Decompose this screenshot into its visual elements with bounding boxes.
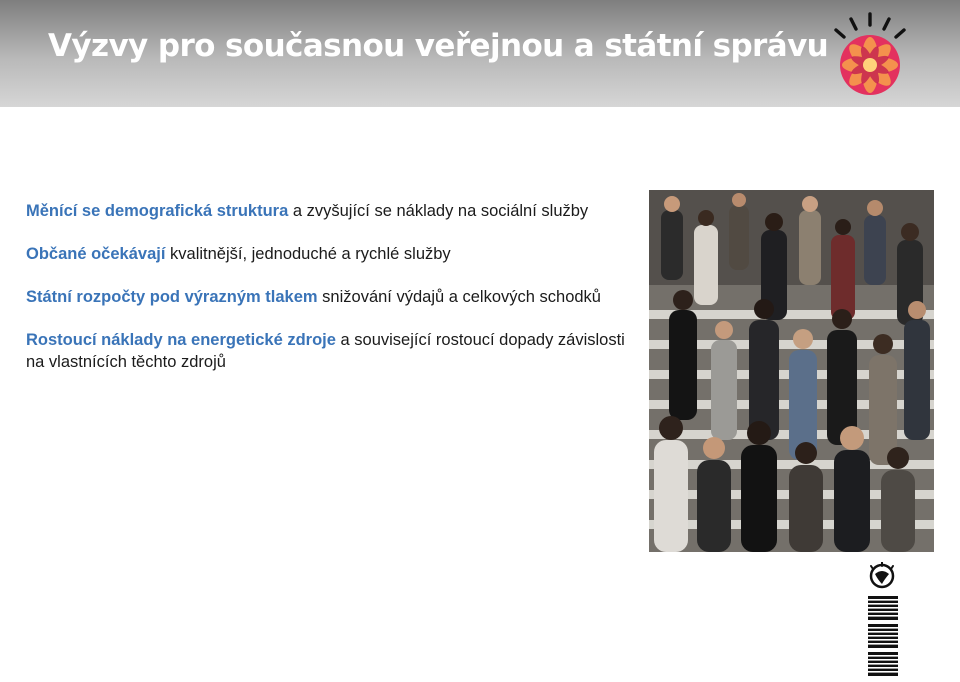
bullet-item <box>26 286 636 308</box>
bullet-text: snižování výdajů a celkových schodků <box>322 288 601 306</box>
bullet-highlight: Měnící se demografická struktura <box>26 202 289 220</box>
bullet-text: a zvyšující se náklady na sociální služby <box>292 202 589 220</box>
ibm-logo <box>862 562 904 678</box>
bullet-text: kvalitnější, jednoduché a rychlé služby <box>170 245 451 263</box>
crowd-crossing-street-photo <box>649 190 934 552</box>
bullet-highlight: Rostoucí náklady na energetické zdroje <box>26 331 336 349</box>
bullet-highlight: Občané očekávají <box>26 245 166 263</box>
bullet-item <box>26 200 636 222</box>
bullet-list <box>26 200 636 394</box>
bullet-text: a související rostoucí dopady závislosti na vlastnících těchto zdrojů <box>26 331 625 371</box>
slide-title: Výzvy pro současnou veřejnou a státní správu <box>48 28 829 64</box>
slide-header <box>0 0 960 107</box>
bullet-highlight: Státní rozpočty pod výrazným tlakem <box>26 288 318 306</box>
bullet-item <box>26 243 636 265</box>
smarter-planet-icon <box>820 10 920 100</box>
bullet-item <box>26 329 636 373</box>
